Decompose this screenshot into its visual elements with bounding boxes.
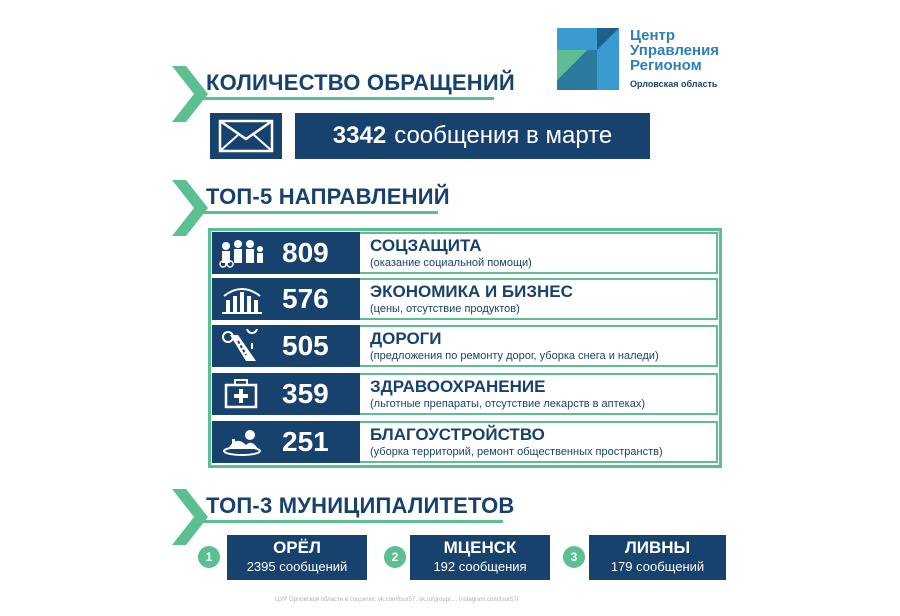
section-title-requests: КОЛИЧЕСТВО ОБРАЩЕНИЙ bbox=[206, 70, 515, 95]
top5-subtitle: (льготные препараты, отсутствие лекарств в аптеках) bbox=[370, 398, 645, 410]
municipality-name: МЦЕНСК bbox=[443, 538, 517, 557]
top5-value: 251 bbox=[282, 426, 329, 457]
top5-item-economy bbox=[212, 278, 718, 320]
municipality-count: 192 сообщения bbox=[433, 559, 527, 574]
top5-title: ЭКОНОМИКА И БИЗНЕС bbox=[370, 282, 573, 301]
top5-subtitle: (предложения по ремонту дорог, уборка снега и наледи) bbox=[370, 350, 659, 362]
requests-count: 3342 bbox=[332, 122, 387, 149]
divider bbox=[203, 211, 438, 214]
municipality-card-orel bbox=[227, 535, 367, 580]
municipality-name: ЛИВНЫ bbox=[624, 538, 691, 557]
people-icon bbox=[216, 236, 266, 270]
top5-title: ДОРОГИ bbox=[370, 329, 442, 348]
envelope-icon bbox=[210, 113, 282, 159]
requests-count-label: сообщения в марте bbox=[394, 122, 613, 149]
top5-value: 809 bbox=[282, 237, 329, 268]
top5-title: СОЦЗАЩИТА bbox=[370, 236, 482, 255]
rank-badge: 3 bbox=[563, 546, 585, 568]
top5-value: 359 bbox=[282, 378, 329, 409]
logo-icon bbox=[557, 28, 619, 90]
municipality-card-livny bbox=[589, 535, 726, 580]
top5-subtitle: (оказание социальной помощи) bbox=[370, 257, 532, 269]
top5-title: ЗДРАВООХРАНЕНИЕ bbox=[370, 377, 546, 396]
section-title-top5: ТОП-5 НАПРАВЛЕНИЙ bbox=[206, 184, 450, 209]
chevron-icon bbox=[172, 489, 208, 545]
municipality-count: 2395 сообщений bbox=[246, 559, 348, 574]
section-title-top3: ТОП-3 МУНИЦИПАЛИТЕТОВ bbox=[206, 493, 515, 518]
top5-item-improvement bbox=[212, 421, 718, 463]
rank-badge: 1 bbox=[198, 546, 220, 568]
divider bbox=[203, 97, 494, 100]
top5-subtitle: (цены, отсутствие продуктов) bbox=[370, 303, 520, 315]
requests-count-box bbox=[295, 113, 650, 159]
top5-item-health bbox=[212, 373, 718, 415]
top5-value: 505 bbox=[282, 330, 329, 361]
road-icon bbox=[216, 329, 266, 363]
chart-icon bbox=[216, 282, 266, 316]
municipality-count: 179 сообщений bbox=[610, 559, 705, 574]
top5-value: 576 bbox=[282, 283, 329, 314]
medkit-icon bbox=[216, 377, 266, 411]
municipality-name: ОРЁЛ bbox=[273, 538, 321, 557]
footer-note: ЦУР Орловской области в соцсетях: vk.com/tsur57, ok.ru/group/..., instagram.com/tsur57/ bbox=[275, 597, 519, 603]
divider bbox=[203, 520, 503, 523]
logo-title: Центр Управления Регионом bbox=[630, 27, 720, 74]
envelope-box bbox=[210, 113, 282, 159]
rank-badge: 2 bbox=[384, 546, 406, 568]
chevron-icon bbox=[172, 66, 208, 122]
top5-subtitle: (уборка территорий, ремонт общественных пространств) bbox=[370, 446, 663, 458]
top5-item-roads bbox=[212, 325, 718, 367]
landscape-icon bbox=[216, 425, 266, 459]
logo-subtitle: Орловская область bbox=[630, 79, 718, 89]
top5-item-social bbox=[212, 232, 718, 274]
top5-title: БЛАГОУСТРОЙСТВО bbox=[370, 425, 545, 444]
municipality-card-mtsensk bbox=[410, 535, 550, 580]
chevron-icon bbox=[172, 180, 208, 236]
